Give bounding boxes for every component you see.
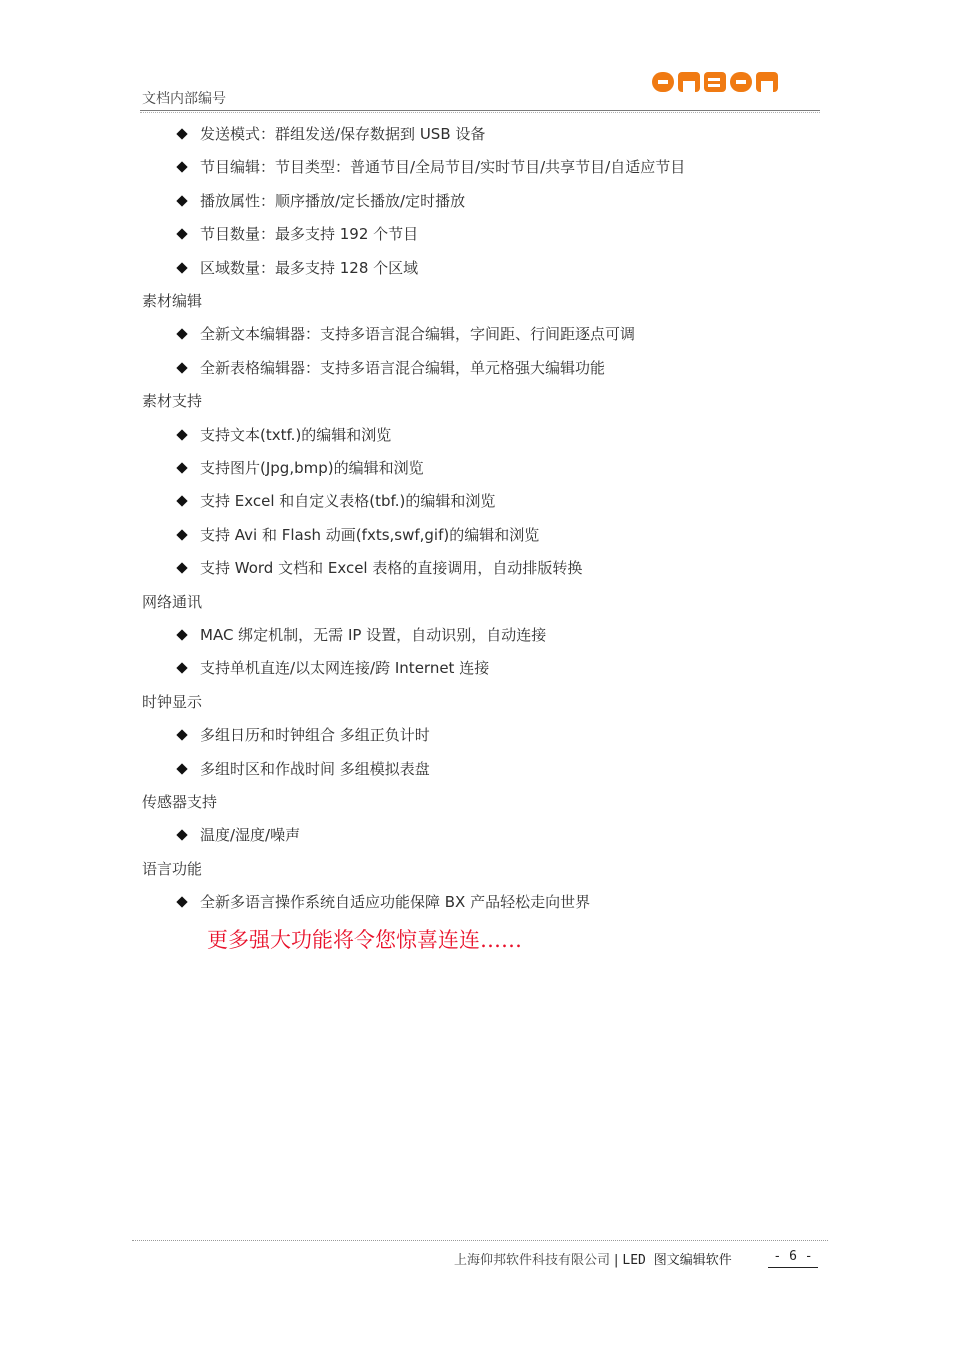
bullet-text: 支持 Avi 和 Flash 动画(fxts,swf,gif)的编辑和浏览 bbox=[200, 526, 540, 544]
bullet-item bbox=[176, 224, 418, 244]
diamond-bullet-icon bbox=[176, 195, 187, 206]
bullet-item bbox=[176, 725, 430, 745]
bullet-text: 节目数量：最多支持 192 个节目 bbox=[200, 225, 419, 243]
diamond-bullet-icon bbox=[176, 128, 187, 139]
diamond-bullet-icon bbox=[176, 462, 187, 473]
bullet-item bbox=[176, 525, 539, 545]
section-heading: 语言功能 bbox=[142, 860, 203, 878]
footer-rule bbox=[132, 1240, 828, 1241]
doc-internal-number-label: 文档内部编号 bbox=[142, 91, 226, 107]
diamond-bullet-icon bbox=[176, 562, 187, 573]
bullet-item bbox=[176, 491, 495, 511]
bullet-item bbox=[176, 892, 590, 912]
footer-company: 上海仰邦软件科技有限公司 bbox=[454, 1253, 611, 1268]
bullet-item bbox=[176, 157, 685, 177]
bullet-text: 支持 Excel 和自定义表格(tbf.)的编辑和浏览 bbox=[200, 492, 496, 510]
diamond-bullet-icon bbox=[176, 829, 187, 840]
header-rule-dotted bbox=[140, 112, 820, 113]
diamond-bullet-icon bbox=[176, 662, 187, 673]
bullet-item bbox=[176, 458, 424, 478]
bullet-item bbox=[176, 324, 635, 344]
bullet-item bbox=[176, 425, 391, 445]
bullet-text: 多组时区和作战时间 多组模拟表盘 bbox=[200, 760, 430, 778]
bullet-item bbox=[176, 191, 465, 211]
bullet-item bbox=[176, 124, 485, 144]
bullet-text: 支持图片(Jpg,bmp)的编辑和浏览 bbox=[200, 459, 424, 477]
diamond-bullet-icon bbox=[176, 729, 187, 740]
bullet-text: MAC 绑定机制，无需 IP 设置，自动识别，自动连接 bbox=[200, 626, 547, 644]
bullet-item bbox=[176, 558, 582, 578]
diamond-bullet-icon bbox=[176, 629, 187, 640]
section-heading: 素材支持 bbox=[142, 392, 203, 410]
bullet-item bbox=[176, 825, 300, 845]
section-heading: 网络通讯 bbox=[142, 593, 203, 611]
footer-product: LED 图文编辑软件 bbox=[622, 1253, 732, 1268]
bullet-text: 发送模式：群组发送/保存数据到 USB 设备 bbox=[200, 125, 486, 143]
diamond-bullet-icon bbox=[176, 362, 187, 373]
bullet-item bbox=[176, 658, 489, 678]
promo-tagline: 更多强大功能将令您惊喜连连…… bbox=[207, 928, 522, 952]
diamond-bullet-icon bbox=[176, 429, 187, 440]
bullet-text: 支持文本(txtf.)的编辑和浏览 bbox=[200, 426, 392, 444]
bullet-text: 温度/湿度/噪声 bbox=[200, 826, 301, 844]
section-heading: 时钟显示 bbox=[142, 693, 203, 711]
bullet-text: 全新文本编辑器：支持多语言混合编辑，字间距、行间距逐点可调 bbox=[200, 325, 636, 343]
diamond-bullet-icon bbox=[176, 161, 187, 172]
section-heading: 素材编辑 bbox=[142, 292, 203, 310]
bullet-text: 支持单机直连/以太网连接/跨 Internet 连接 bbox=[200, 659, 490, 677]
diamond-bullet-icon bbox=[176, 529, 187, 540]
bullet-text: 全新多语言操作系统自适应功能保障 BX 产品轻松走向世界 bbox=[200, 893, 591, 911]
onbon-logo-graphic bbox=[652, 70, 780, 94]
bullet-item bbox=[176, 625, 546, 645]
bullet-item bbox=[176, 358, 605, 378]
bullet-text: 全新表格编辑器：支持多语言混合编辑，单元格强大编辑功能 bbox=[200, 359, 606, 377]
diamond-bullet-icon bbox=[176, 328, 187, 339]
bullet-text: 节目编辑：节目类型：普通节目/全局节目/实时节目/共享节目/自适应节目 bbox=[200, 158, 686, 176]
diamond-bullet-icon bbox=[176, 495, 187, 506]
page-footer bbox=[454, 1249, 732, 1268]
diamond-bullet-icon bbox=[176, 896, 187, 907]
diamond-bullet-icon bbox=[176, 763, 187, 774]
diamond-bullet-icon bbox=[176, 262, 187, 273]
diamond-bullet-icon bbox=[176, 228, 187, 239]
section-heading: 传感器支持 bbox=[142, 793, 218, 811]
bullet-text: 播放属性：顺序播放/定长播放/定时播放 bbox=[200, 192, 466, 210]
bullet-text: 支持 Word 文档和 Excel 表格的直接调用，自动排版转换 bbox=[200, 559, 583, 577]
bullet-text: 区域数量：最多支持 128 个区域 bbox=[200, 259, 419, 277]
onbon-logo bbox=[652, 70, 780, 94]
bullet-item bbox=[176, 759, 430, 779]
page-number: - 6 - bbox=[768, 1249, 818, 1268]
bullet-text: 多组日历和时钟组合 多组正负计时 bbox=[200, 726, 430, 744]
bullet-item bbox=[176, 258, 418, 278]
header-rule bbox=[140, 110, 820, 111]
footer-separator: | bbox=[614, 1253, 619, 1268]
